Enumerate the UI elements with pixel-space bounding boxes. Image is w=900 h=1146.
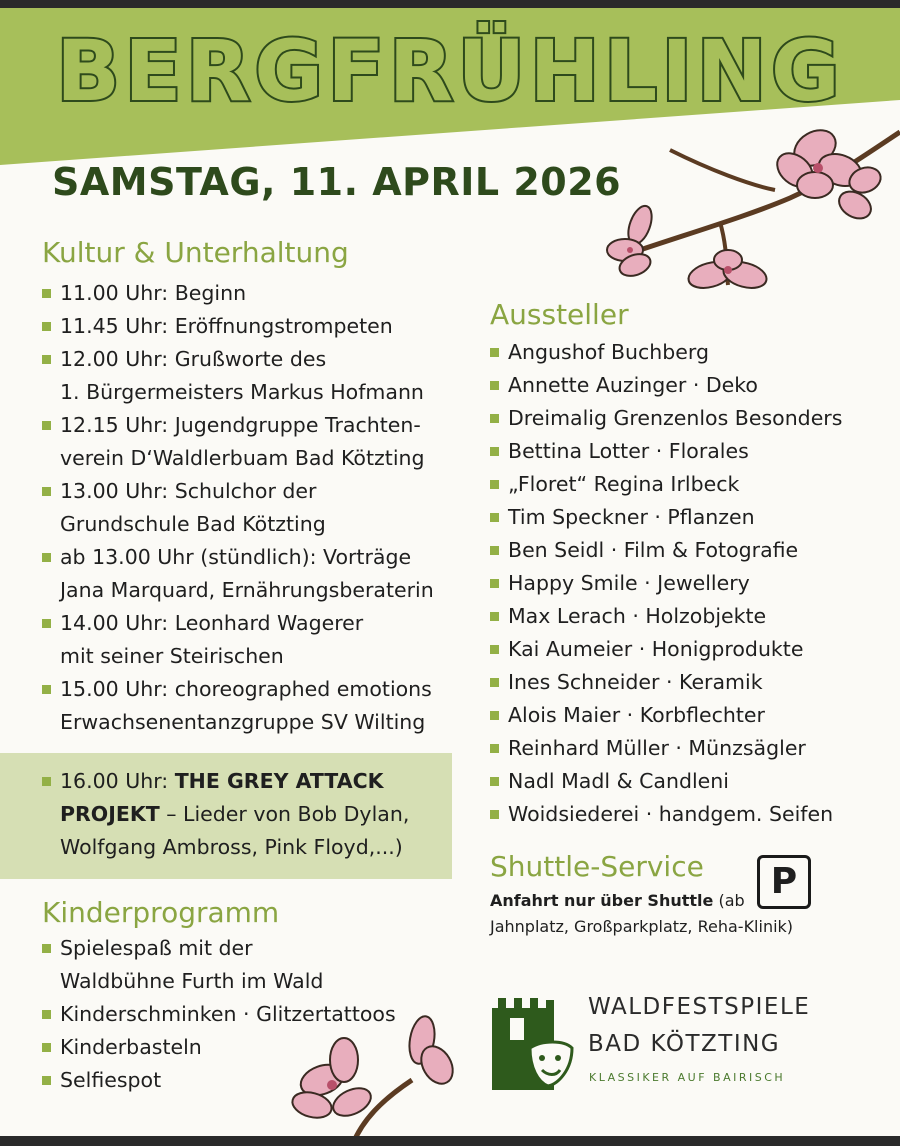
item-text: 12.00 Uhr: Grußworte des (60, 347, 327, 371)
cherry-blossom-small-icon (282, 1010, 462, 1146)
bullet-icon (42, 685, 51, 694)
waldfestspiele-logo-icon (486, 990, 578, 1090)
item-text: Spielespaß mit der (60, 936, 253, 960)
item-text: Selfiespot (60, 1068, 162, 1092)
item-text: ab 13.00 Uhr (stündlich): Vorträge (60, 545, 412, 569)
item-text: 12.15 Uhr: Jugendgruppe Trachten- (60, 413, 421, 437)
item-text-line2: 1. Bürgermeisters Markus Hofmann (60, 380, 424, 404)
item-text: Kai Aumeier · Honigprodukte (508, 637, 804, 661)
bullet-icon (42, 487, 51, 496)
item-text-line2: Erwachsenentanzgruppe SV Wilting (60, 710, 426, 734)
list-item (42, 932, 396, 998)
item-text-line2: Jana Marquard, Ernährungsberaterin (60, 578, 434, 602)
list-item (42, 607, 434, 673)
bullet-icon (42, 355, 51, 364)
bullet-icon (490, 348, 499, 357)
aussteller-heading: Aussteller (490, 298, 629, 331)
item-text: Kinderschminken · Glitzertattoos (60, 1002, 396, 1026)
list-item (490, 732, 842, 765)
shuttle-rest: (ab (713, 891, 745, 910)
bullet-icon (490, 513, 499, 522)
bullet-icon (490, 711, 499, 720)
item-text: 11.00 Uhr: Beginn (60, 281, 247, 305)
item-text: Reinhard Müller · Münzsägler (508, 736, 806, 760)
item-text: Alois Maier · Korbflechter (508, 703, 765, 727)
bullet-icon (42, 322, 51, 331)
kinder-heading: Kinderprogramm (42, 896, 280, 929)
list-item (42, 475, 434, 541)
list-item (490, 336, 842, 369)
item-text: Annette Auzinger · Deko (508, 373, 758, 397)
bullet-icon (42, 553, 51, 562)
item-text: Ben Seidl · Film & Fotografie (508, 538, 799, 562)
item-text: Woidsiederei · handgem. Seifen (508, 802, 834, 826)
item-text: „Floret“ Regina Irlbeck (508, 472, 740, 496)
parking-icon: P (757, 855, 811, 909)
kultur-list (42, 277, 434, 739)
list-item (490, 501, 842, 534)
list-item (490, 534, 842, 567)
item-text: Max Lerach · Holzobjekte (508, 604, 767, 628)
event-date: SAMSTAG, 11. APRIL 2026 (52, 160, 622, 204)
bullet-icon (490, 645, 499, 654)
item-text: Kinderbasteln (60, 1035, 202, 1059)
item-text: 15.00 Uhr: choreographed emotions (60, 677, 432, 701)
list-item (490, 435, 842, 468)
list-item (490, 666, 842, 699)
list-item (490, 567, 842, 600)
bullet-icon (42, 944, 51, 953)
item-text: Bettina Lotter · Florales (508, 439, 749, 463)
bullet-icon (42, 289, 51, 298)
item-text: Dreimalig Grenzenlos Besonders (508, 406, 843, 430)
highlight-list (42, 765, 409, 864)
list-item (490, 600, 842, 633)
list-item (42, 673, 434, 739)
bullet-icon (490, 381, 499, 390)
list-item (490, 402, 842, 435)
highlight-desc-2: Wolfgang Ambross, Pink Floyd,...) (60, 835, 403, 859)
shuttle-heading: Shuttle-Service (490, 850, 704, 883)
list-item (490, 633, 842, 666)
bullet-icon (490, 579, 499, 588)
bullet-icon (490, 810, 499, 819)
shuttle-locations: Jahnplatz, Großparkplatz, Reha-Klinik) (490, 917, 794, 936)
list-item (42, 409, 434, 475)
logo-tagline: KLASSIKER AUF BAIRISCH (589, 1071, 786, 1084)
item-text-line2: Waldbühne Furth im Wald (60, 969, 324, 993)
item-text: 13.00 Uhr: Schulchor der (60, 479, 317, 503)
highlight-desc: – Lieder von Bob Dylan, (159, 802, 410, 826)
list-item (490, 765, 842, 798)
bullet-icon (490, 678, 499, 687)
bullet-icon (490, 612, 499, 621)
bullet-icon (490, 777, 499, 786)
bullet-icon (42, 619, 51, 628)
list-item (490, 699, 842, 732)
shuttle-bold: Anfahrt nur über Shuttle (490, 891, 714, 910)
page-title: BERGFRÜHLING (56, 22, 844, 120)
bullet-icon (42, 421, 51, 430)
bullet-icon (42, 777, 51, 786)
highlight-item (42, 765, 409, 864)
aussteller-list (490, 336, 842, 831)
highlight-time: 16.00 Uhr: (60, 769, 175, 793)
item-text: Angushof Buchberg (508, 340, 709, 364)
list-item (42, 343, 434, 409)
list-item (42, 310, 434, 343)
item-text: Ines Schneider · Keramik (508, 670, 763, 694)
item-text-line2: verein D‘Waldlerbuam Bad Kötzting (60, 446, 425, 470)
cherry-blossom-branch-icon (600, 110, 900, 310)
highlight-band-2: PROJEKT (60, 802, 160, 826)
bullet-icon (490, 546, 499, 555)
highlight-band: THE GREY ATTACK (174, 769, 384, 793)
bullet-icon (490, 744, 499, 753)
bullet-icon (42, 1043, 51, 1052)
item-text: 14.00 Uhr: Leonhard Wagerer (60, 611, 364, 635)
bullet-icon (490, 480, 499, 489)
bullet-icon (490, 414, 499, 423)
item-text: Tim Speckner · Pflanzen (508, 505, 755, 529)
list-item (42, 541, 434, 607)
shuttle-info (490, 888, 840, 940)
item-text-line2: Grundschule Bad Kötzting (60, 512, 326, 536)
logo-line2: BAD KÖTZTING (588, 1031, 781, 1057)
bullet-icon (42, 1076, 51, 1085)
item-text-line2: mit seiner Steirischen (60, 644, 284, 668)
list-item (490, 369, 842, 402)
item-text: Happy Smile · Jewellery (508, 571, 750, 595)
list-item (490, 468, 842, 501)
bullet-icon (42, 1010, 51, 1019)
item-text: 11.45 Uhr: Eröffnungstrompeten (60, 314, 393, 338)
kultur-heading: Kultur & Unterhaltung (42, 236, 349, 269)
bottom-edge-bar (0, 1136, 900, 1146)
list-item (490, 798, 842, 831)
logo-line1: WALDFESTSPIELE (588, 994, 811, 1020)
item-text: Nadl Madl & Candleni (508, 769, 729, 793)
list-item (42, 277, 434, 310)
bullet-icon (490, 447, 499, 456)
